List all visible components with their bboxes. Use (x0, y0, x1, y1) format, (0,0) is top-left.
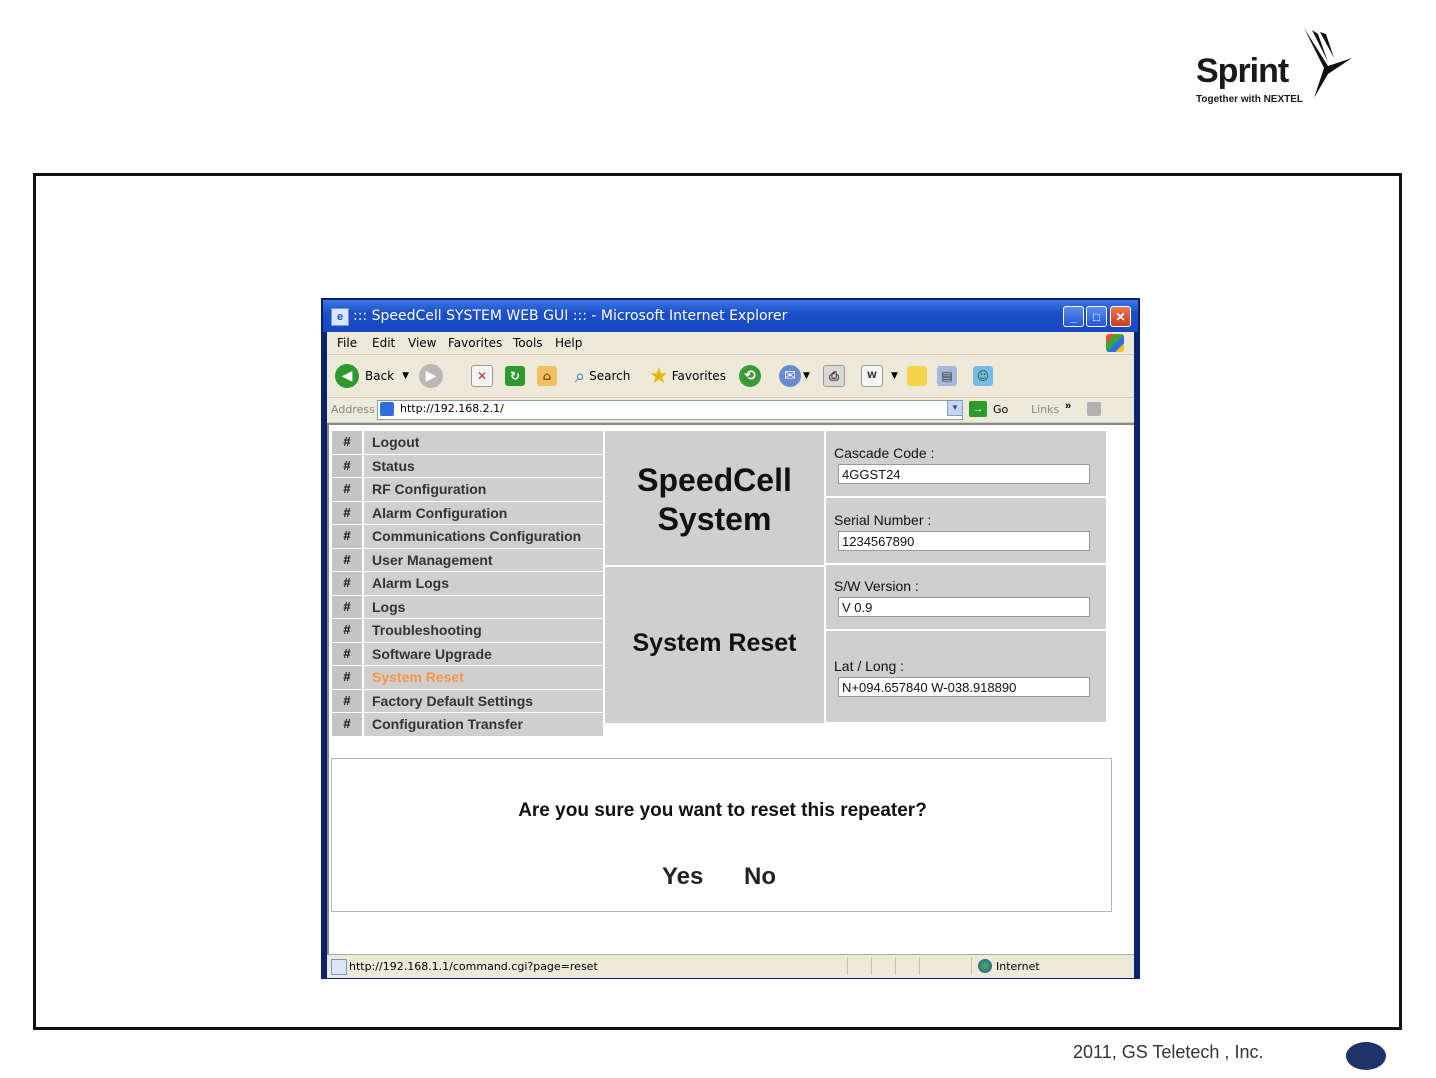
stop-icon: ✕ (471, 365, 493, 387)
nav-label: Software Upgrade (372, 645, 492, 662)
print-button[interactable] (823, 363, 845, 389)
research-button[interactable] (937, 363, 957, 389)
mail-icon: ✉ (779, 365, 801, 387)
status-divider (847, 957, 848, 975)
nav-label-active: System Reset (372, 669, 464, 685)
ie-page-icon: e (331, 308, 349, 326)
history-button[interactable] (739, 363, 761, 389)
no-link[interactable]: No (744, 863, 776, 890)
nav-item-factory-default-settings[interactable] (332, 690, 603, 714)
status-divider (871, 957, 872, 975)
brand-tagline: Together with NEXTEL (1196, 94, 1304, 105)
cascade-code-field: 4GGST24 (838, 464, 1090, 484)
window-title: ::: SpeedCell SYSTEM WEB GUI ::: - Microsoft Internet Explorer (353, 308, 788, 324)
toolbar (327, 355, 1134, 398)
nav-item-user-management[interactable] (332, 549, 603, 573)
nav-hash: # (332, 502, 364, 525)
favorites-label: Favorites (671, 369, 726, 383)
menu-edit[interactable]: Edit (372, 336, 396, 350)
brand-name: Sprint (1196, 52, 1289, 90)
nav-item-software-upgrade[interactable] (332, 643, 603, 667)
status-divider (895, 957, 896, 975)
nav-item-logs[interactable] (332, 596, 603, 620)
serial-number-cell (826, 498, 1106, 565)
refresh-icon: ↻ (505, 366, 525, 386)
nav-menu (332, 431, 603, 737)
links-label[interactable]: Links (1031, 403, 1060, 416)
lat-long-cell (826, 631, 1106, 724)
nav-label: Alarm Logs (372, 575, 450, 591)
menu-bar (327, 332, 1134, 355)
page-title-panel (605, 567, 826, 723)
history-icon: ⟲ (739, 365, 761, 387)
search-button[interactable] (575, 363, 630, 389)
nav-label: User Management (372, 551, 493, 568)
nav-label: Alarm Configuration (372, 504, 508, 521)
nav-item-alarm-logs[interactable] (332, 572, 603, 596)
mail-dropdown-icon: ▼ (803, 371, 810, 381)
nav-hash: # (332, 572, 364, 595)
nav-hash: # (332, 713, 364, 736)
address-label: Address (331, 403, 375, 416)
sprint-wing-icon (1294, 28, 1354, 100)
nav-label: Configuration Transfer (372, 716, 523, 732)
status-zone: Internet (996, 960, 1040, 973)
back-button[interactable] (335, 363, 409, 389)
menu-favorites[interactable]: Favorites (448, 336, 503, 350)
reset-confirm-panel (331, 758, 1112, 912)
nav-label: Factory Default Settings (372, 692, 534, 709)
nav-hash: # (332, 455, 364, 478)
nav-hash: # (332, 549, 364, 572)
close-button[interactable]: ✕ (1110, 306, 1131, 327)
nav-hash: # (332, 431, 364, 454)
go-button[interactable]: Go (993, 403, 1009, 416)
tools-icon[interactable] (1087, 402, 1101, 416)
nav-item-communications-configuration[interactable] (332, 525, 603, 549)
status-divider (971, 957, 972, 975)
maximize-button[interactable]: □ (1086, 306, 1107, 327)
serial-number-field: 1234567890 (838, 531, 1090, 551)
sw-version-label: S/W Version : (834, 578, 919, 594)
copyright-text: 2011, GS Teletech , Inc. (1073, 1042, 1264, 1062)
favorites-star-icon: ★ (649, 363, 669, 389)
title-bar (323, 300, 1138, 332)
search-label: Search (589, 369, 631, 383)
forward-button[interactable] (419, 363, 443, 389)
nav-item-logout[interactable] (332, 431, 603, 455)
page-number-badge (1346, 1042, 1386, 1070)
chevron-right-icon[interactable]: » (1065, 400, 1072, 412)
nav-hash: # (332, 478, 364, 501)
edit-button[interactable] (861, 363, 898, 389)
status-bar (327, 954, 1134, 978)
back-arrow-icon: ◀ (335, 364, 359, 388)
serial-number-label: Serial Number : (834, 512, 932, 528)
menu-tools[interactable]: Tools (513, 336, 543, 350)
address-dropdown-icon[interactable]: ▼ (947, 400, 963, 416)
go-arrow-icon[interactable]: → (969, 401, 987, 417)
sw-version-field: V 0.9 (838, 597, 1090, 617)
page-title: System Reset (632, 629, 797, 657)
info-panel (826, 431, 1106, 724)
nav-hash: # (332, 619, 364, 642)
edit-dropdown-icon: ▼ (891, 371, 898, 381)
menu-view[interactable]: View (408, 336, 437, 350)
refresh-button[interactable] (505, 363, 525, 389)
favorites-button[interactable] (649, 363, 726, 389)
mail-button[interactable] (779, 363, 810, 389)
page-icon (380, 402, 394, 416)
address-value: http://192.168.2.1/ (400, 402, 504, 415)
browser-body (327, 332, 1134, 977)
menu-help[interactable]: Help (555, 336, 583, 350)
status-divider (919, 957, 920, 975)
status-page-icon (331, 959, 347, 975)
nav-hash: # (332, 666, 364, 689)
lat-long-field: N+094.657840 W-038.918890 (838, 677, 1090, 697)
home-icon: ⌂ (537, 366, 557, 386)
yes-link[interactable]: Yes (662, 863, 704, 890)
menu-file[interactable]: File (337, 336, 358, 350)
search-icon: ⌕ (575, 365, 586, 387)
edit-page-icon: W (861, 365, 883, 387)
nav-hash: # (332, 596, 364, 619)
nav-item-alarm-configuration[interactable] (332, 502, 603, 526)
internet-globe-icon (978, 959, 992, 973)
home-button[interactable] (537, 363, 557, 389)
research-icon: ▤ (937, 366, 957, 386)
address-input[interactable] (377, 400, 963, 420)
lat-long-label: Lat / Long : (834, 658, 905, 674)
discuss-button[interactable] (907, 363, 927, 389)
back-dropdown-icon: ▼ (402, 371, 410, 381)
cascade-code-cell (826, 431, 1106, 498)
nav-hash: # (332, 643, 364, 666)
sw-version-cell (826, 565, 1106, 631)
nav-item-system-reset[interactable] (332, 666, 603, 690)
messenger-icon: ☺ (973, 366, 993, 386)
nav-hash: # (332, 690, 364, 713)
system-title-line2: System (657, 501, 772, 537)
messenger-button[interactable] (973, 363, 993, 389)
status-url: http://192.168.1.1/command.cgi?page=reset (349, 960, 598, 973)
sprint-logo (1190, 28, 1360, 108)
nav-item-status[interactable] (332, 455, 603, 479)
reset-confirm-question: Are you sure you want to reset this repeater? (518, 800, 927, 821)
print-icon: ⎙ (823, 365, 845, 387)
note-icon (907, 366, 927, 386)
web-page (327, 423, 1134, 954)
nav-label: Logs (372, 598, 406, 615)
browser-window (321, 298, 1140, 979)
forward-arrow-icon: ▶ (419, 364, 443, 388)
minimize-button[interactable]: _ (1063, 306, 1084, 327)
system-title (605, 461, 824, 539)
system-title-line1: SpeedCell (637, 462, 792, 498)
nav-label: RF Configuration (372, 481, 487, 497)
nav-item-configuration-transfer[interactable] (332, 713, 603, 737)
address-bar (327, 398, 1134, 423)
windows-logo-icon (1106, 334, 1124, 352)
nav-item-troubleshooting[interactable] (332, 619, 603, 643)
cascade-code-label: Cascade Code : (834, 445, 935, 461)
nav-label: Troubleshooting (372, 622, 482, 638)
nav-hash: # (332, 525, 364, 548)
nav-label: Status (372, 457, 415, 474)
nav-label: Logout (372, 434, 420, 450)
stop-button[interactable] (471, 363, 493, 389)
system-title-panel (605, 431, 826, 565)
nav-label: Communications Configuration (372, 528, 582, 544)
nav-item-rf-configuration[interactable] (332, 478, 603, 502)
back-label: Back (365, 369, 395, 383)
